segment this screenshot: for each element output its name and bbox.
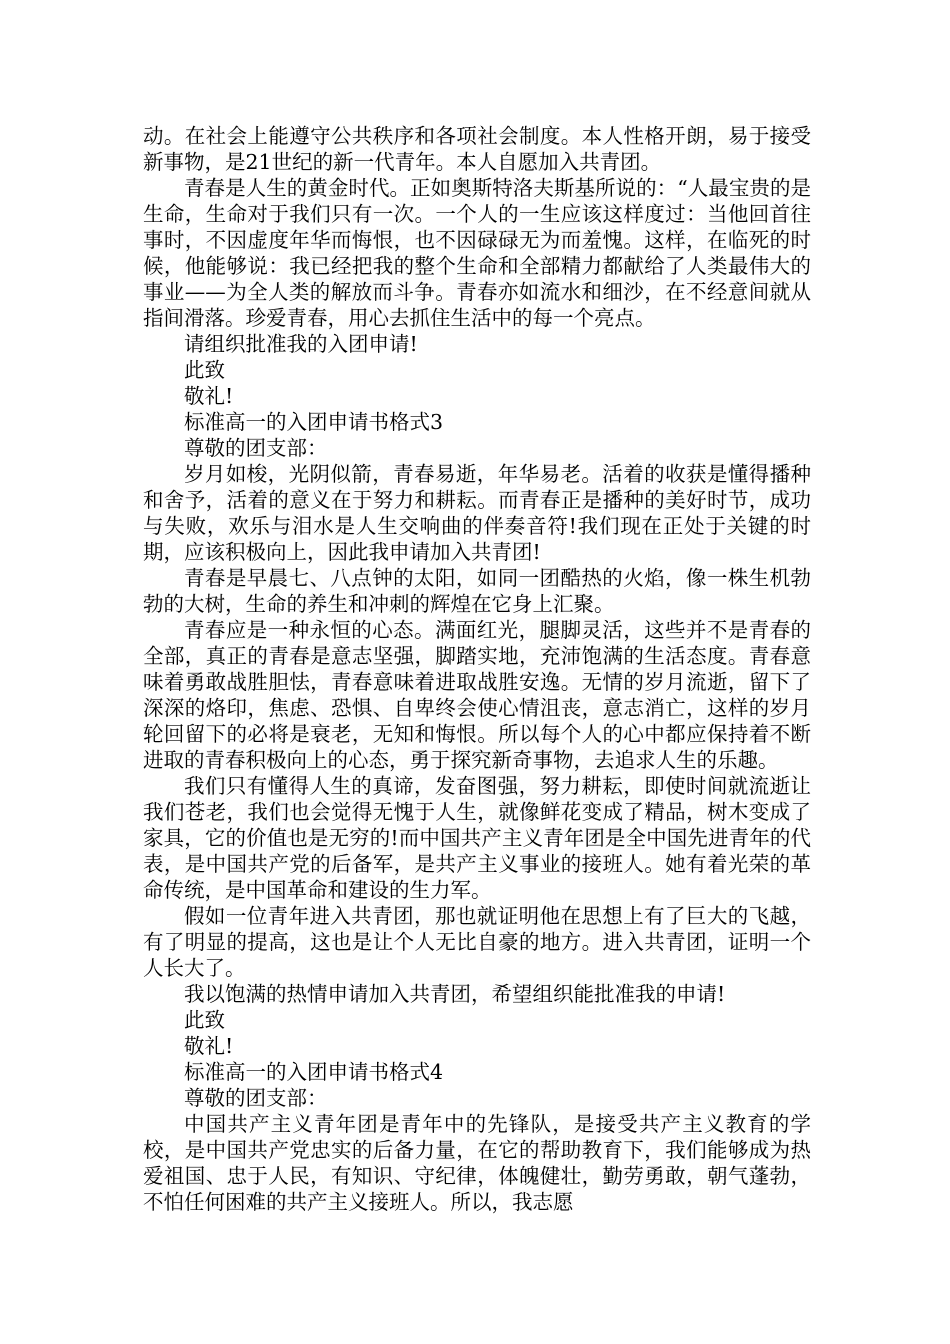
document-page xyxy=(143,123,811,1215)
application-statement: 我以饱满的热情申请加入共青团，希望组织能批准我的申请! xyxy=(184,982,726,1006)
paragraph-continued: 动。在社会上能遵守公共秩序和各项社会制度。本人性格开朗，易于接受新事物，是21世纪的新一代青年。本人自愿加入共青团。 xyxy=(143,124,811,174)
section-heading-format-3: 标准高一的入团申请书格式3 xyxy=(184,410,444,434)
section-heading-format-4: 标准高一的入团申请书格式4 xyxy=(184,1060,444,1084)
closing-jingli: 敬礼! xyxy=(184,384,234,408)
paragraph-time-flies: 岁月如梭，光阴似箭，青春易逝，年华易老。活着的收获是懂得播种和舍予，活着的意义在于努力和耕耘。而青春正是播种的美好时节，成功与失败，欢乐与泪水是人生交响曲的伴奏音符!我们现在正处于关键的时期，应该积极向上，因此我申请加入共青团! xyxy=(143,462,811,564)
paragraph-youth-golden-age: 青春是人生的黄金时代。正如奥斯特洛夫斯基所说的：“人最宝贵的是生命，生命对于我们只有一次。一个人的一生应该这样度过：当他回首往事时，不因虚度年华而悔恨，也不因碌碌无为而羞愧。这样，在临死的时候，他能够说：我已经把我的整个生命和全部精力都献给了人类最伟大的事业——为全人类的解放而斗争。青春亦如流水和细沙，在不经意间就从指间滑落。珍爱青春，用心去抓住生活中的每一个亮点。 xyxy=(143,176,811,330)
paragraph-morning-sun: 青春是早晨七、八点钟的太阳，如同一团酷热的火焰，像一株生机勃勃的大树，生命的养生和冲刺的辉煌在它身上汇聚。 xyxy=(143,566,811,616)
paragraph-joining-league: 假如一位青年进入共青团，那也就证明他在思想上有了巨大的飞越，有了明显的提高，这也是让个人无比自豪的地方。进入共青团，证明一个人长大了。 xyxy=(143,904,811,980)
closing-jingli-2: 敬礼! xyxy=(184,1034,234,1058)
closing-cizhi-2: 此致 xyxy=(184,1008,225,1032)
salutation: 尊敬的团支部： xyxy=(184,436,328,460)
salutation-2: 尊敬的团支部： xyxy=(184,1086,328,1110)
paragraph-vanguard: 中国共产主义青年团是青年中的先锋队，是接受共产主义教育的学校，是中国共产党忠实的后备力量，在它的帮助教育下，我们能够成为热爱祖国、忠于人民，有知识、守纪律，体魄健壮，勤劳勇敢，朝气蓬勃，不怕任何困难的共产主义接班人。所以，我志愿 xyxy=(143,1112,811,1214)
request-approval-line: 请组织批准我的入团申请! xyxy=(184,332,418,356)
paragraph-eternal-mindset: 青春应是一种永恒的心态。满面红光，腿脚灵活，这些并不是青春的全部，真正的青春是意志坚强，脚踏实地，充沛饱满的生活态度。青春意味着勇敢战胜胆怯，青春意味着进取战胜安逸。无情的岁月流逝，留下了深深的烙印，焦虑、恐惧、自卑终会使心情沮丧，意志消亡，这样的岁月轮回留下的必将是衰老，无知和悔恨。所以每个人的心中都应保持着不断进取的青春积极向上的心态，勇于探究新奇事物，去追求人生的乐趣。 xyxy=(143,618,811,772)
paragraph-truth-of-life: 我们只有懂得人生的真谛，发奋图强，努力耕耘，即使时间就流逝让我们苍老，我们也会觉得无愧于人生，就像鲜花变成了精品，树木变成了家具，它的价值也是无穷的!而中国共产主义青年团是全中国先进青年的代表，是中国共产党的后备军，是共产主义事业的接班人。她有着光荣的革命传统，是中国革命和建设的生力军。 xyxy=(143,774,811,902)
closing-cizhi: 此致 xyxy=(184,358,225,382)
